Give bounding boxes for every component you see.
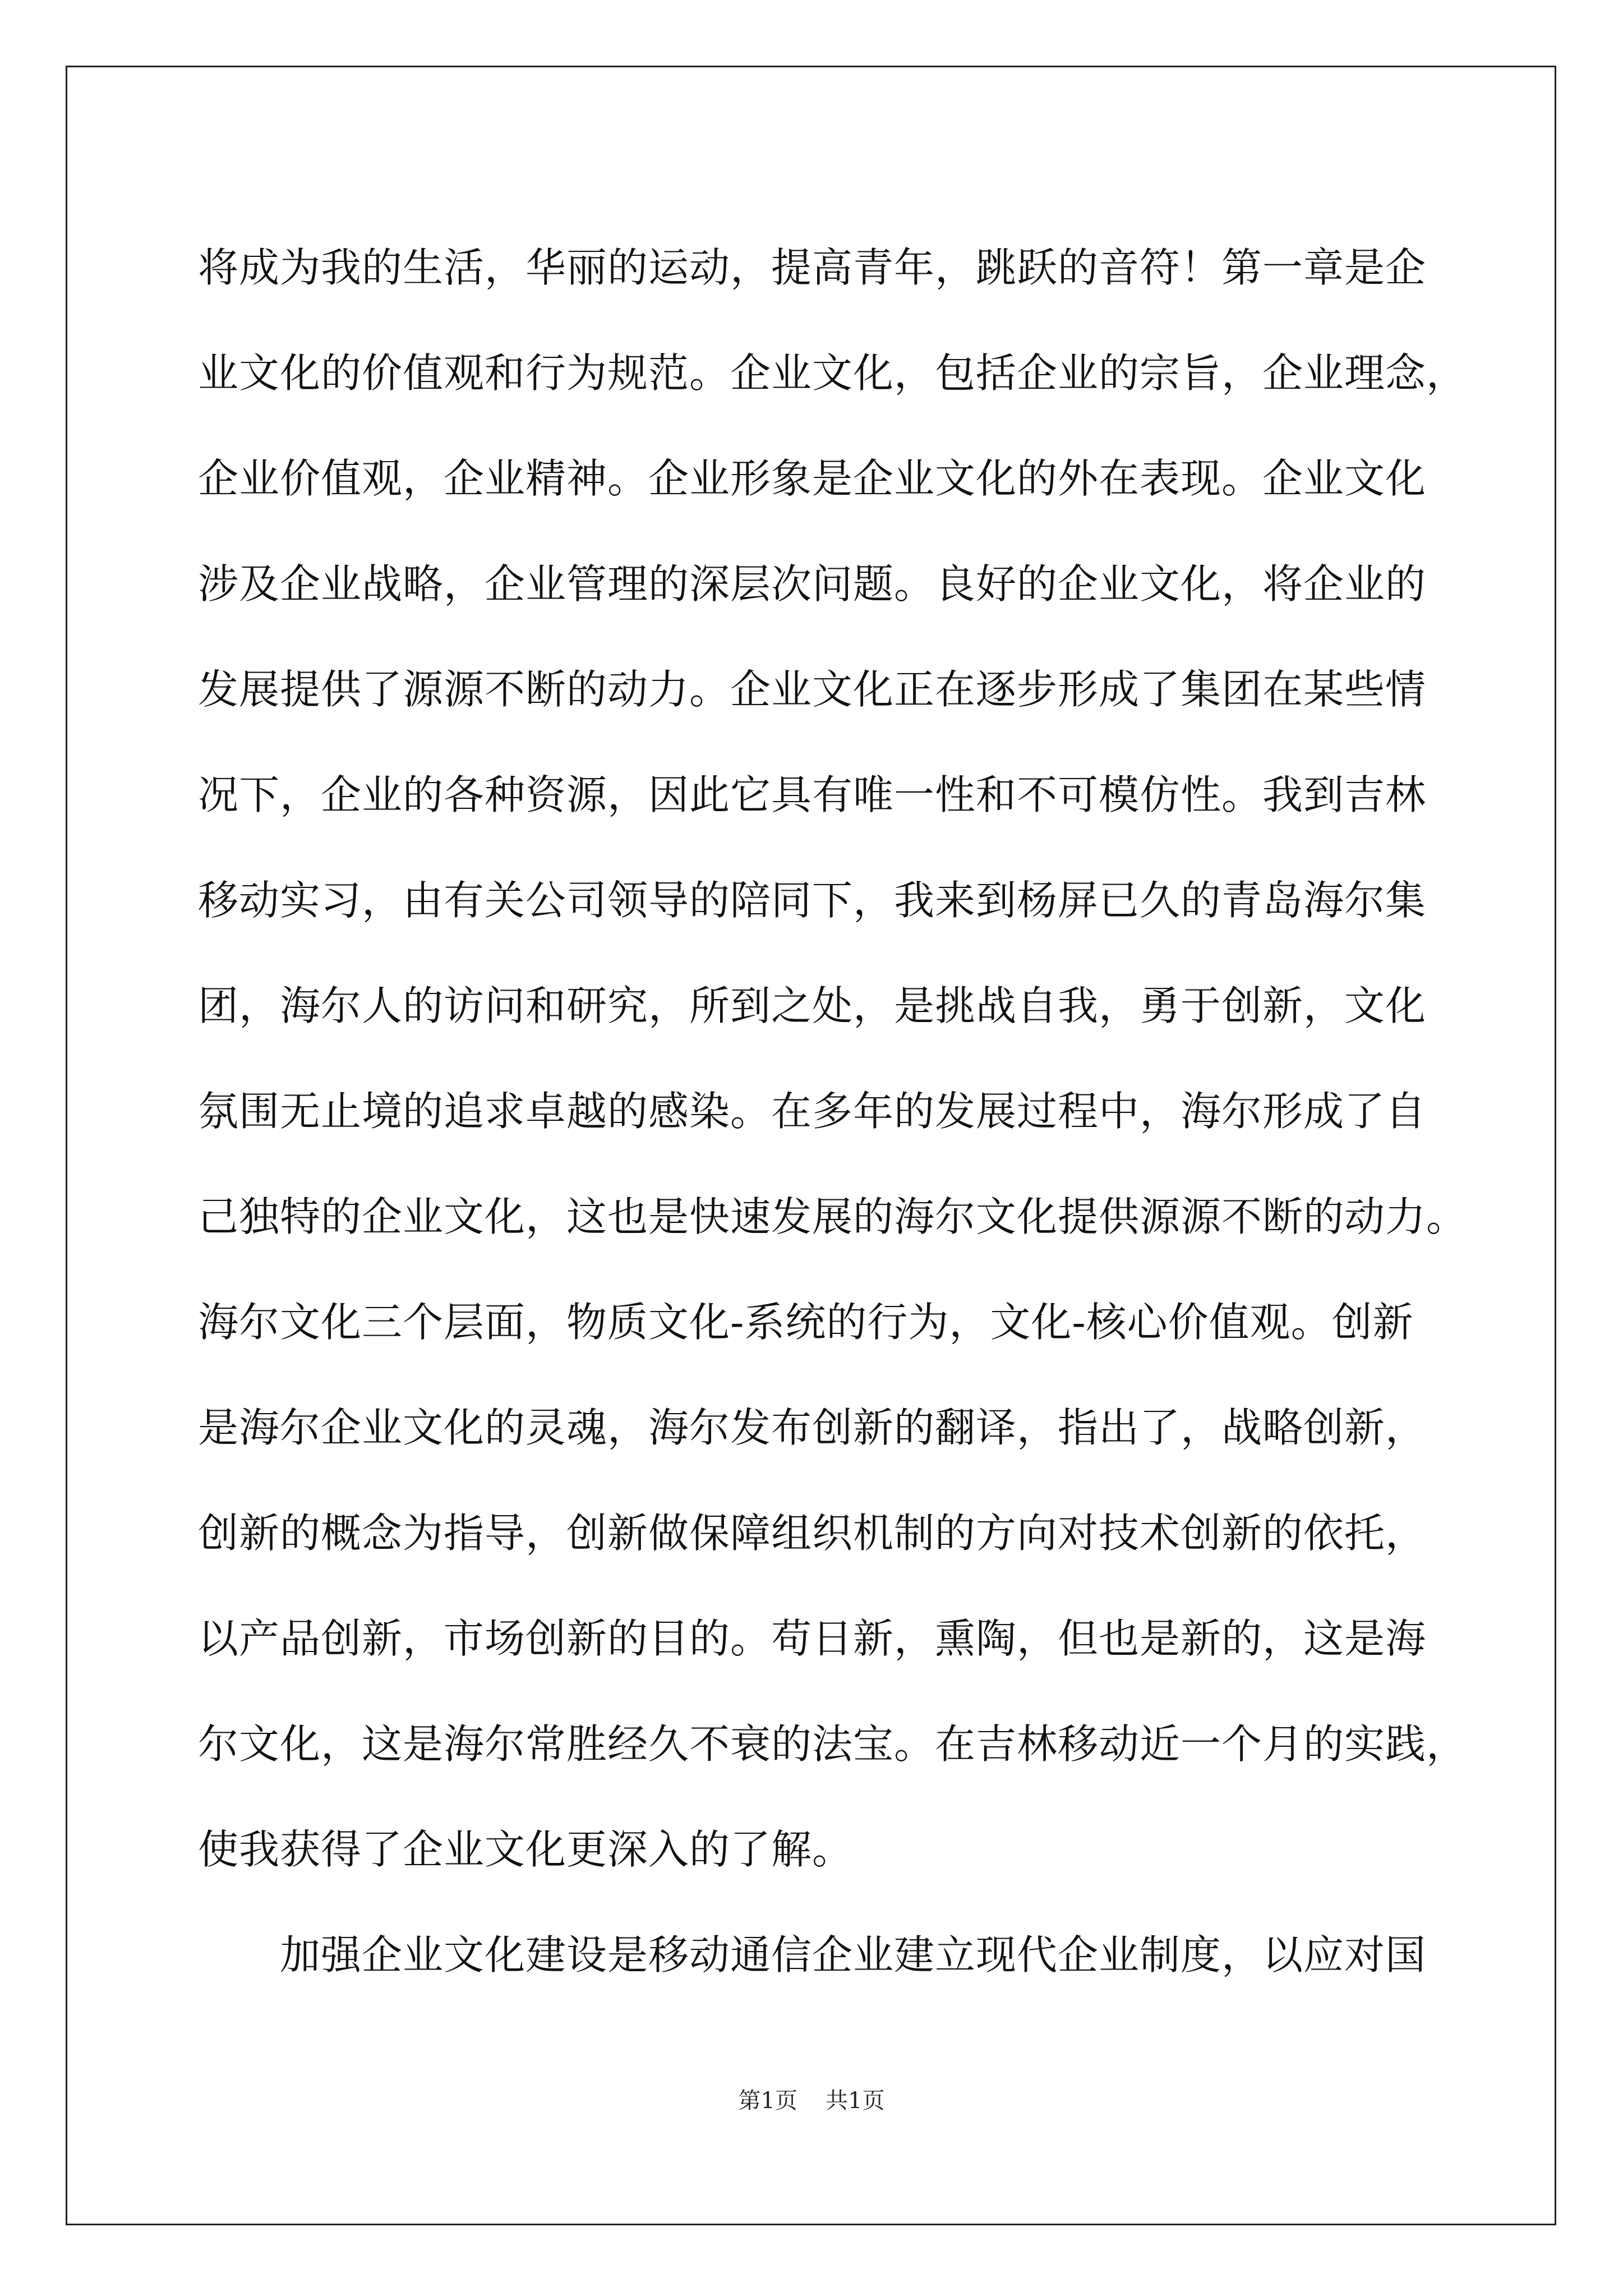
text-line: 企业价值观，企业精神。企业形象是企业文化的外在表现。企业文化 [198, 455, 1427, 502]
text-line: 海尔文化三个层面，物质文化-系统的行为，文化-核心价值观。创新 [198, 1299, 1414, 1346]
text-line: 己独特的企业文化，这也是快速发展的海尔文化提供源源不断的动力。 [198, 1193, 1468, 1240]
text-line: 是海尔企业文化的灵魂，海尔发布创新的翻译，指出了，战略创新， [198, 1404, 1427, 1451]
page-number-total: 共1页 [826, 2088, 885, 2114]
text-line: 团，海尔人的访问和研究，所到之处，是挑战自我，勇于创新，文化 [198, 982, 1427, 1029]
paragraph-1 [198, 215, 1468, 1902]
text-line: 尔文化，这是海尔常胜经久不衰的法宝。在吉林移动近一个月的实践， [198, 1720, 1468, 1768]
paragraph-2 [198, 1902, 1426, 2008]
text-line: 氛围无止境的追求卓越的感染。在多年的发展过程中，海尔形成了自 [198, 1088, 1427, 1135]
text-line: 以产品创新，市场创新的目的。苟日新，熏陶，但也是新的，这是海 [198, 1615, 1427, 1662]
text-line: 使我获得了企业文化更深入的了解。 [198, 1826, 854, 1873]
text-line: 涉及企业战略，企业管理的深层次问题。良好的企业文化，将企业的 [198, 560, 1427, 608]
text-line: 创新的概念为指导，创新做保障组织机制的方向对技术创新的依托， [198, 1510, 1427, 1557]
document-body [198, 215, 1468, 2008]
text-line: 移动实习，由有关公司领导的陪同下，我来到杨屏已久的青岛海尔集 [198, 877, 1427, 924]
text-line: 将成为我的生活，华丽的运动，提高青年，跳跃的音符！第一章是企 [198, 244, 1427, 291]
text-line: 加强企业文化建设是移动通信企业建立现代企业制度，以应对国 [280, 1931, 1427, 1978]
text-line: 发展提供了源源不断的动力。企业文化正在逐步形成了集团在某些情 [198, 666, 1427, 713]
page-number-current: 第1页 [738, 2088, 797, 2114]
text-line: 业文化的价值观和行为规范。企业文化，包括企业的宗旨，企业理念， [198, 349, 1468, 397]
page-footer [0, 2084, 1623, 2118]
text-line: 况下，企业的各种资源，因此它具有唯一性和不可模仿性。我到吉林 [198, 771, 1427, 818]
